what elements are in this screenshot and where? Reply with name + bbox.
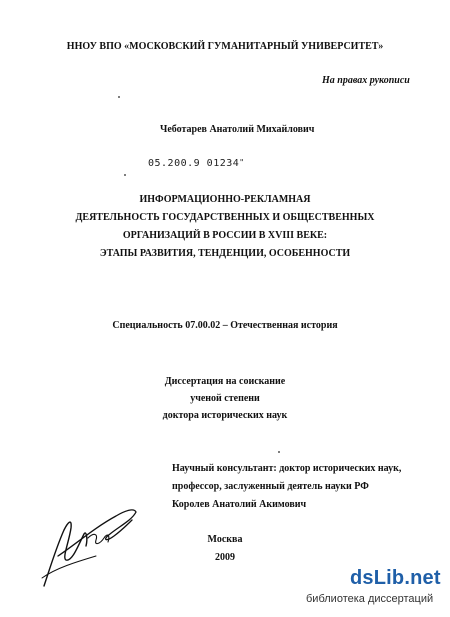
- year: 2009: [215, 552, 235, 563]
- watermark-logo: [350, 567, 441, 590]
- degree-line: ученой степени: [190, 393, 260, 404]
- title-line: ЭТАПЫ РАЗВИТИЯ, ТЕНДЕНЦИИ, ОСОБЕННОСТИ: [99, 248, 351, 259]
- city: Москва: [207, 534, 243, 545]
- registration-number: 05.200.9 01234: [148, 158, 240, 169]
- manuscript-note: На правах рукописи: [322, 75, 410, 86]
- registration-stamp: [148, 158, 245, 169]
- stamp-mark: ": [239, 158, 245, 167]
- advisor-line: профессор, заслуженный деятель науки РФ: [172, 481, 369, 492]
- scan-speck: [118, 96, 120, 98]
- institution-heading: ННОУ ВПО «МОСКОВСКИЙ ГУМАНИТАРНЫЙ УНИВЕРСИТЕТ»: [66, 41, 384, 52]
- watermark-prefix: dsLib: [350, 567, 405, 589]
- watermark-suffix: .net: [404, 567, 441, 589]
- title-line: ДЕЯТЕЛЬНОСТЬ ГОСУДАРСТВЕННЫХ И ОБЩЕСТВЕННЫХ: [75, 212, 375, 223]
- author-name: Чеботарев Анатолий Михайлович: [160, 124, 315, 135]
- watermark-tagline: библиотека диссертаций: [306, 593, 434, 605]
- specialty: Специальность 07.00.02 – Отечественная история: [112, 320, 338, 331]
- scan-speck: [278, 451, 280, 453]
- advisor-line: Научный консультант: доктор исторических наук,: [172, 463, 402, 474]
- title-line: ИНФОРМАЦИОННО-РЕКЛАМНАЯ: [139, 194, 311, 205]
- scan-speck: [124, 174, 126, 176]
- title-line: ОРГАНИЗАЦИЙ В РОССИИ В XVIII ВЕКЕ:: [122, 230, 328, 241]
- advisor-line: Королев Анатолий Акимович: [172, 499, 307, 510]
- degree-line: доктора исторических наук: [162, 410, 288, 421]
- degree-line: Диссертация на соискание: [164, 376, 286, 387]
